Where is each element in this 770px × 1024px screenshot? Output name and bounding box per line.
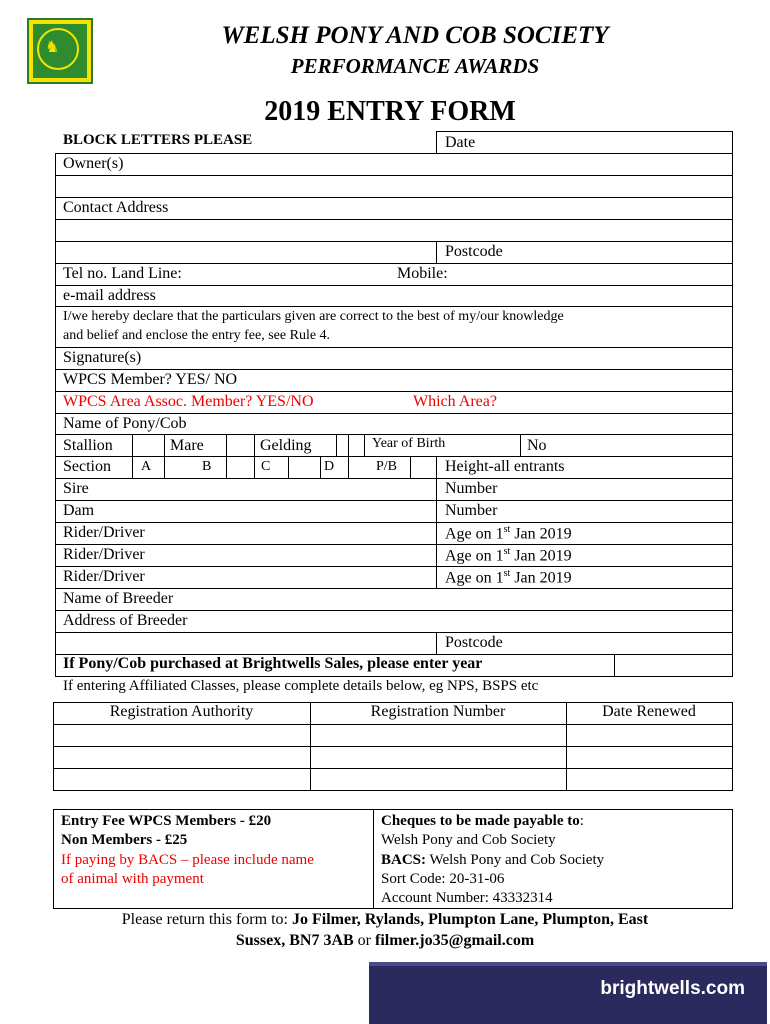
section-pb-label: P/B (376, 459, 398, 474)
postcode-field[interactable]: Postcode (445, 243, 503, 260)
form-title: 2019 ENTRY FORM (264, 96, 516, 127)
header-registration-authority: Registration Authority (109, 703, 254, 720)
rider-driver-field[interactable]: Rider/Driver (63, 568, 145, 585)
landline-field[interactable]: Tel no. Land Line: (63, 265, 182, 282)
date-field[interactable]: Date (445, 134, 476, 151)
brightwells-logo (369, 962, 767, 1024)
pony-icon: ♞ (45, 39, 60, 56)
contact-address-field[interactable]: Contact Address (63, 199, 169, 216)
breeder-address-field[interactable]: Address of Breeder (63, 612, 188, 629)
area-assoc-field[interactable]: WPCS Area Assoc. Member? YES/NO (63, 393, 314, 410)
breeder-name-field[interactable]: Name of Breeder (63, 590, 174, 607)
section-label: Section (63, 458, 111, 475)
owners-field[interactable]: Owner(s) (63, 155, 124, 172)
email-field[interactable]: e-mail address (63, 287, 156, 304)
signature-field[interactable]: Signature(s) (63, 349, 142, 366)
pony-name-field[interactable]: Name of Pony/Cob (63, 415, 187, 432)
affiliated-note: If entering Affiliated Classes, please complete details below, eg NPS, BSPS etc (63, 678, 539, 694)
gelding-label: Gelding (260, 437, 312, 454)
breeder-postcode-field[interactable]: Postcode (445, 634, 503, 651)
page-subtitle: PERFORMANCE AWARDS (290, 54, 540, 78)
declaration-line-1: I/we hereby declare that the particulars given are correct to the best of my/our knowledge (63, 309, 564, 324)
year-of-birth-label: Year of Birth (372, 436, 446, 451)
return-address-line-2: Sussex, BN7 3AB or filmer.jo35@gmail.com (235, 932, 535, 949)
return-address-line-1: Please return this form to: Jo Filmer, Rylands, Plumpton Lane, Plumpton, East (121, 911, 649, 928)
block-letters-note: BLOCK LETTERS PLEASE (63, 132, 253, 148)
dam-field[interactable]: Dam (63, 502, 95, 519)
cheques-label: Cheques to be made payable to: (381, 813, 584, 829)
rider-driver-field[interactable]: Rider/Driver (63, 524, 145, 541)
header-registration-number: Registration Number (370, 703, 506, 720)
sort-code: Sort Code: 20-31-06 (381, 871, 505, 887)
section-c-label: C (261, 459, 271, 474)
rider-age-field[interactable]: Age on 1st Jan 2019 (445, 524, 572, 543)
brightwells-year-field[interactable]: If Pony/Cob purchased at Brightwells Sales, please enter year (63, 655, 483, 672)
member-fee: Entry Fee WPCS Members - £20 (61, 813, 272, 829)
page-title: WELSH PONY AND COB SOCIETY (221, 22, 609, 49)
bacs-note-2: of animal with payment (61, 871, 204, 887)
stallion-label: Stallion (63, 437, 113, 454)
return-email-link[interactable]: filmer.jo35@gmail.com (375, 932, 535, 949)
rider-age-field[interactable]: Age on 1st Jan 2019 (445, 546, 572, 565)
dam-number-field[interactable]: Number (445, 502, 498, 519)
bacs-payee: BACS: Welsh Pony and Cob Society (381, 852, 605, 868)
sire-field[interactable]: Sire (63, 480, 89, 497)
no-label: No (527, 437, 547, 454)
brightwells-logo-text: brightwells.com (600, 978, 745, 999)
wpcs-member-field[interactable]: WPCS Member? YES/ NO (63, 371, 238, 388)
cheques-payee: Welsh Pony and Cob Society (381, 832, 556, 848)
height-field[interactable]: Height-all entrants (445, 458, 565, 475)
which-area-field[interactable]: Which Area? (413, 393, 497, 410)
non-member-fee: Non Members - £25 (61, 832, 188, 848)
mobile-field[interactable]: Mobile: (397, 265, 448, 282)
account-number: Account Number: 43332314 (381, 890, 553, 906)
section-b-label: B (202, 459, 212, 474)
header-date-renewed: Date Renewed (602, 703, 696, 720)
section-a-label: A (141, 459, 152, 474)
rider-age-field[interactable]: Age on 1st Jan 2019 (445, 568, 572, 587)
rider-driver-field[interactable]: Rider/Driver (63, 546, 145, 563)
declaration-line-2: and belief and enclose the entry fee, see Rule 4. (63, 328, 331, 343)
mare-label: Mare (170, 437, 204, 454)
section-d-label: D (324, 459, 335, 474)
sire-number-field[interactable]: Number (445, 480, 498, 497)
bacs-note-1: If paying by BACS – please include name (61, 852, 314, 868)
